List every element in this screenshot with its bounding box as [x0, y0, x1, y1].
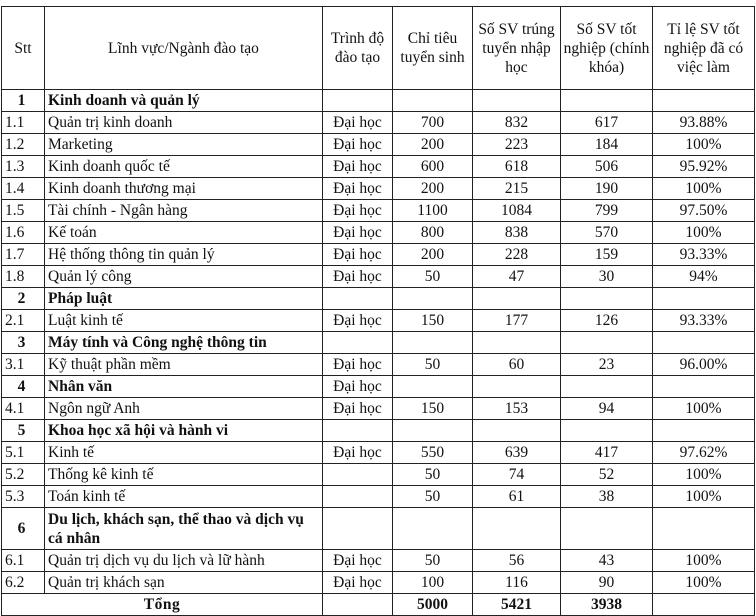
cell-level: Đại học	[323, 442, 393, 464]
cell-rate: 100%	[653, 550, 755, 572]
total-label: Tổng	[2, 594, 323, 616]
cell-quota: 50	[393, 550, 473, 572]
group-row	[2, 332, 755, 354]
table-row	[2, 354, 755, 376]
cell-admitted: 832	[473, 112, 561, 134]
cell-rate: 95.92%	[653, 156, 755, 178]
group-row	[2, 420, 755, 442]
cell-quota	[393, 508, 473, 550]
cell-level: Đại học	[323, 550, 393, 572]
cell-rate: 96.00%	[653, 354, 755, 376]
header-level: Trình độ đào tạo	[323, 7, 393, 90]
cell-rate: 100%	[653, 178, 755, 200]
cell-graduated: 570	[561, 222, 653, 244]
cell-rate	[653, 420, 755, 442]
cell-rate: 94%	[653, 266, 755, 288]
cell-admitted	[473, 420, 561, 442]
group-row	[2, 90, 755, 112]
header-stt: Stt	[2, 7, 45, 90]
cell-level: Đại học	[323, 376, 393, 398]
cell-rate: 93.88%	[653, 112, 755, 134]
total-admitted: 5421	[473, 594, 561, 616]
cell-rate	[653, 332, 755, 354]
cell-rate: 100%	[653, 222, 755, 244]
cell-admitted: 618	[473, 156, 561, 178]
cell-stt: 2.1	[2, 310, 45, 332]
cell-stt: 5	[2, 420, 45, 442]
group-row	[2, 288, 755, 310]
cell-rate: 100%	[653, 464, 755, 486]
cell-quota: 700	[393, 112, 473, 134]
cell-level	[323, 486, 393, 508]
total-row	[2, 594, 755, 616]
cell-level: Đại học	[323, 354, 393, 376]
cell-rate	[653, 376, 755, 398]
table-footer	[2, 594, 755, 616]
cell-field: Thống kê kinh tế	[45, 464, 323, 486]
cell-field: Tài chính - Ngân hàng	[45, 200, 323, 222]
cell-rate: 97.50%	[653, 200, 755, 222]
cell-graduated: 52	[561, 464, 653, 486]
cell-admitted: 47	[473, 266, 561, 288]
cell-quota	[393, 332, 473, 354]
cell-field: Khoa học xã hội và hành vi	[45, 420, 323, 442]
cell-stt: 1.4	[2, 178, 45, 200]
cell-admitted	[473, 90, 561, 112]
cell-stt: 6.2	[2, 572, 45, 594]
cell-field: Kinh tế	[45, 442, 323, 464]
total-rate	[653, 594, 755, 616]
table-header	[2, 7, 755, 90]
cell-stt: 5.3	[2, 486, 45, 508]
cell-graduated	[561, 332, 653, 354]
cell-level	[323, 288, 393, 310]
cell-stt: 1.8	[2, 266, 45, 288]
cell-rate: 93.33%	[653, 244, 755, 266]
cell-level	[323, 90, 393, 112]
cell-graduated: 94	[561, 398, 653, 420]
table-row	[2, 244, 755, 266]
cell-quota: 200	[393, 134, 473, 156]
cell-quota: 1100	[393, 200, 473, 222]
cell-quota: 200	[393, 178, 473, 200]
cell-graduated	[561, 420, 653, 442]
table-row	[2, 310, 755, 332]
cell-field: Du lịch, khách sạn, thể thao và dịch vụ cá nhân	[45, 508, 323, 550]
cell-level: Đại học	[323, 398, 393, 420]
cell-quota	[393, 90, 473, 112]
cell-field: Quản trị khách sạn	[45, 572, 323, 594]
cell-admitted: 1084	[473, 200, 561, 222]
header-row	[2, 7, 755, 90]
cell-stt: 1.5	[2, 200, 45, 222]
cell-rate: 100%	[653, 572, 755, 594]
total-graduated: 3938	[561, 594, 653, 616]
cell-graduated: 23	[561, 354, 653, 376]
cell-stt: 3.1	[2, 354, 45, 376]
cell-quota	[393, 376, 473, 398]
cell-field: Ngôn ngữ Anh	[45, 398, 323, 420]
cell-admitted: 215	[473, 178, 561, 200]
cell-field: Marketing	[45, 134, 323, 156]
cell-field: Quản trị kinh doanh	[45, 112, 323, 134]
table-row	[2, 134, 755, 156]
cell-quota	[393, 420, 473, 442]
table-body	[2, 90, 755, 594]
table-row	[2, 442, 755, 464]
header-employed-rate: Tỉ lệ SV tốt nghiệp đã có việc làm	[653, 7, 755, 90]
cell-stt: 4.1	[2, 398, 45, 420]
header-admitted: Số SV trúng tuyển nhập học	[473, 7, 561, 90]
cell-stt: 1.2	[2, 134, 45, 156]
table-row	[2, 486, 755, 508]
cell-stt: 1.1	[2, 112, 45, 134]
cell-stt: 5.2	[2, 464, 45, 486]
cell-stt: 3	[2, 332, 45, 354]
cell-quota: 150	[393, 398, 473, 420]
cell-rate: 100%	[653, 486, 755, 508]
cell-field: Máy tính và Công nghệ thông tin	[45, 332, 323, 354]
cell-graduated	[561, 376, 653, 398]
total-level	[323, 594, 393, 616]
cell-field: Toán kinh tế	[45, 486, 323, 508]
cell-rate: 100%	[653, 134, 755, 156]
cell-quota: 50	[393, 354, 473, 376]
cell-level	[323, 464, 393, 486]
cell-admitted	[473, 332, 561, 354]
cell-quota: 50	[393, 266, 473, 288]
cell-admitted	[473, 376, 561, 398]
table-row	[2, 156, 755, 178]
cell-field: Kỹ thuật phần mềm	[45, 354, 323, 376]
cell-stt: 1	[2, 90, 45, 112]
cell-admitted: 56	[473, 550, 561, 572]
table-row	[2, 200, 755, 222]
cell-quota: 550	[393, 442, 473, 464]
cell-graduated: 506	[561, 156, 653, 178]
cell-level: Đại học	[323, 310, 393, 332]
header-graduated: Số SV tốt nghiệp (chính khóa)	[561, 7, 653, 90]
cell-graduated: 90	[561, 572, 653, 594]
table-row	[2, 464, 755, 486]
cell-admitted: 177	[473, 310, 561, 332]
cell-graduated: 417	[561, 442, 653, 464]
cell-admitted: 838	[473, 222, 561, 244]
cell-level: Đại học	[323, 572, 393, 594]
cell-field: Luật kinh tế	[45, 310, 323, 332]
cell-rate: 100%	[653, 398, 755, 420]
cell-admitted: 153	[473, 398, 561, 420]
cell-level	[323, 420, 393, 442]
header-field: Lĩnh vực/Ngành đào tạo	[45, 7, 323, 90]
cell-rate: 97.62%	[653, 442, 755, 464]
cell-field: Pháp luật	[45, 288, 323, 310]
table-row	[2, 572, 755, 594]
cell-stt: 6	[2, 508, 45, 550]
group-row	[2, 508, 755, 550]
cell-graduated	[561, 288, 653, 310]
cell-graduated: 159	[561, 244, 653, 266]
cell-admitted: 60	[473, 354, 561, 376]
cell-admitted: 639	[473, 442, 561, 464]
total-quota: 5000	[393, 594, 473, 616]
cell-quota: 50	[393, 464, 473, 486]
cell-graduated: 617	[561, 112, 653, 134]
table-row	[2, 550, 755, 572]
cell-quota: 150	[393, 310, 473, 332]
cell-field: Kế toán	[45, 222, 323, 244]
cell-quota: 800	[393, 222, 473, 244]
table-row	[2, 398, 755, 420]
cell-graduated: 126	[561, 310, 653, 332]
cell-admitted: 228	[473, 244, 561, 266]
cell-quota: 100	[393, 572, 473, 594]
cell-rate	[653, 508, 755, 550]
cell-graduated	[561, 508, 653, 550]
cell-admitted: 74	[473, 464, 561, 486]
cell-stt: 2	[2, 288, 45, 310]
cell-stt: 4	[2, 376, 45, 398]
cell-stt: 6.1	[2, 550, 45, 572]
training-statistics-table	[1, 6, 755, 616]
cell-quota: 200	[393, 244, 473, 266]
cell-rate: 93.33%	[653, 310, 755, 332]
cell-level: Đại học	[323, 222, 393, 244]
cell-quota: 50	[393, 486, 473, 508]
table-row	[2, 266, 755, 288]
cell-admitted: 61	[473, 486, 561, 508]
cell-level: Đại học	[323, 178, 393, 200]
cell-level: Đại học	[323, 200, 393, 222]
cell-admitted	[473, 508, 561, 550]
cell-field: Kinh doanh thương mại	[45, 178, 323, 200]
cell-level: Đại học	[323, 266, 393, 288]
cell-level: Đại học	[323, 156, 393, 178]
cell-level: Đại học	[323, 112, 393, 134]
cell-admitted: 116	[473, 572, 561, 594]
cell-field: Kinh doanh quốc tế	[45, 156, 323, 178]
header-quota: Chỉ tiêu tuyển sinh	[393, 7, 473, 90]
cell-stt: 1.6	[2, 222, 45, 244]
cell-graduated: 184	[561, 134, 653, 156]
table-row	[2, 112, 755, 134]
cell-field: Nhân văn	[45, 376, 323, 398]
cell-admitted: 223	[473, 134, 561, 156]
cell-rate	[653, 288, 755, 310]
cell-graduated: 30	[561, 266, 653, 288]
cell-rate	[653, 90, 755, 112]
table-row	[2, 222, 755, 244]
cell-field: Hệ thống thông tin quản lý	[45, 244, 323, 266]
cell-graduated: 38	[561, 486, 653, 508]
cell-field: Kinh doanh và quản lý	[45, 90, 323, 112]
cell-quota	[393, 288, 473, 310]
cell-graduated: 190	[561, 178, 653, 200]
table-row	[2, 178, 755, 200]
cell-graduated: 43	[561, 550, 653, 572]
cell-graduated	[561, 90, 653, 112]
cell-admitted	[473, 288, 561, 310]
cell-graduated: 799	[561, 200, 653, 222]
cell-stt: 1.7	[2, 244, 45, 266]
cell-stt: 1.3	[2, 156, 45, 178]
cell-level: Đại học	[323, 244, 393, 266]
cell-level	[323, 508, 393, 550]
cell-level: Đại học	[323, 134, 393, 156]
group-row	[2, 376, 755, 398]
cell-field: Quản lý công	[45, 266, 323, 288]
cell-field: Quản trị dịch vụ du lịch và lữ hành	[45, 550, 323, 572]
cell-quota: 600	[393, 156, 473, 178]
cell-level	[323, 332, 393, 354]
cell-stt: 5.1	[2, 442, 45, 464]
